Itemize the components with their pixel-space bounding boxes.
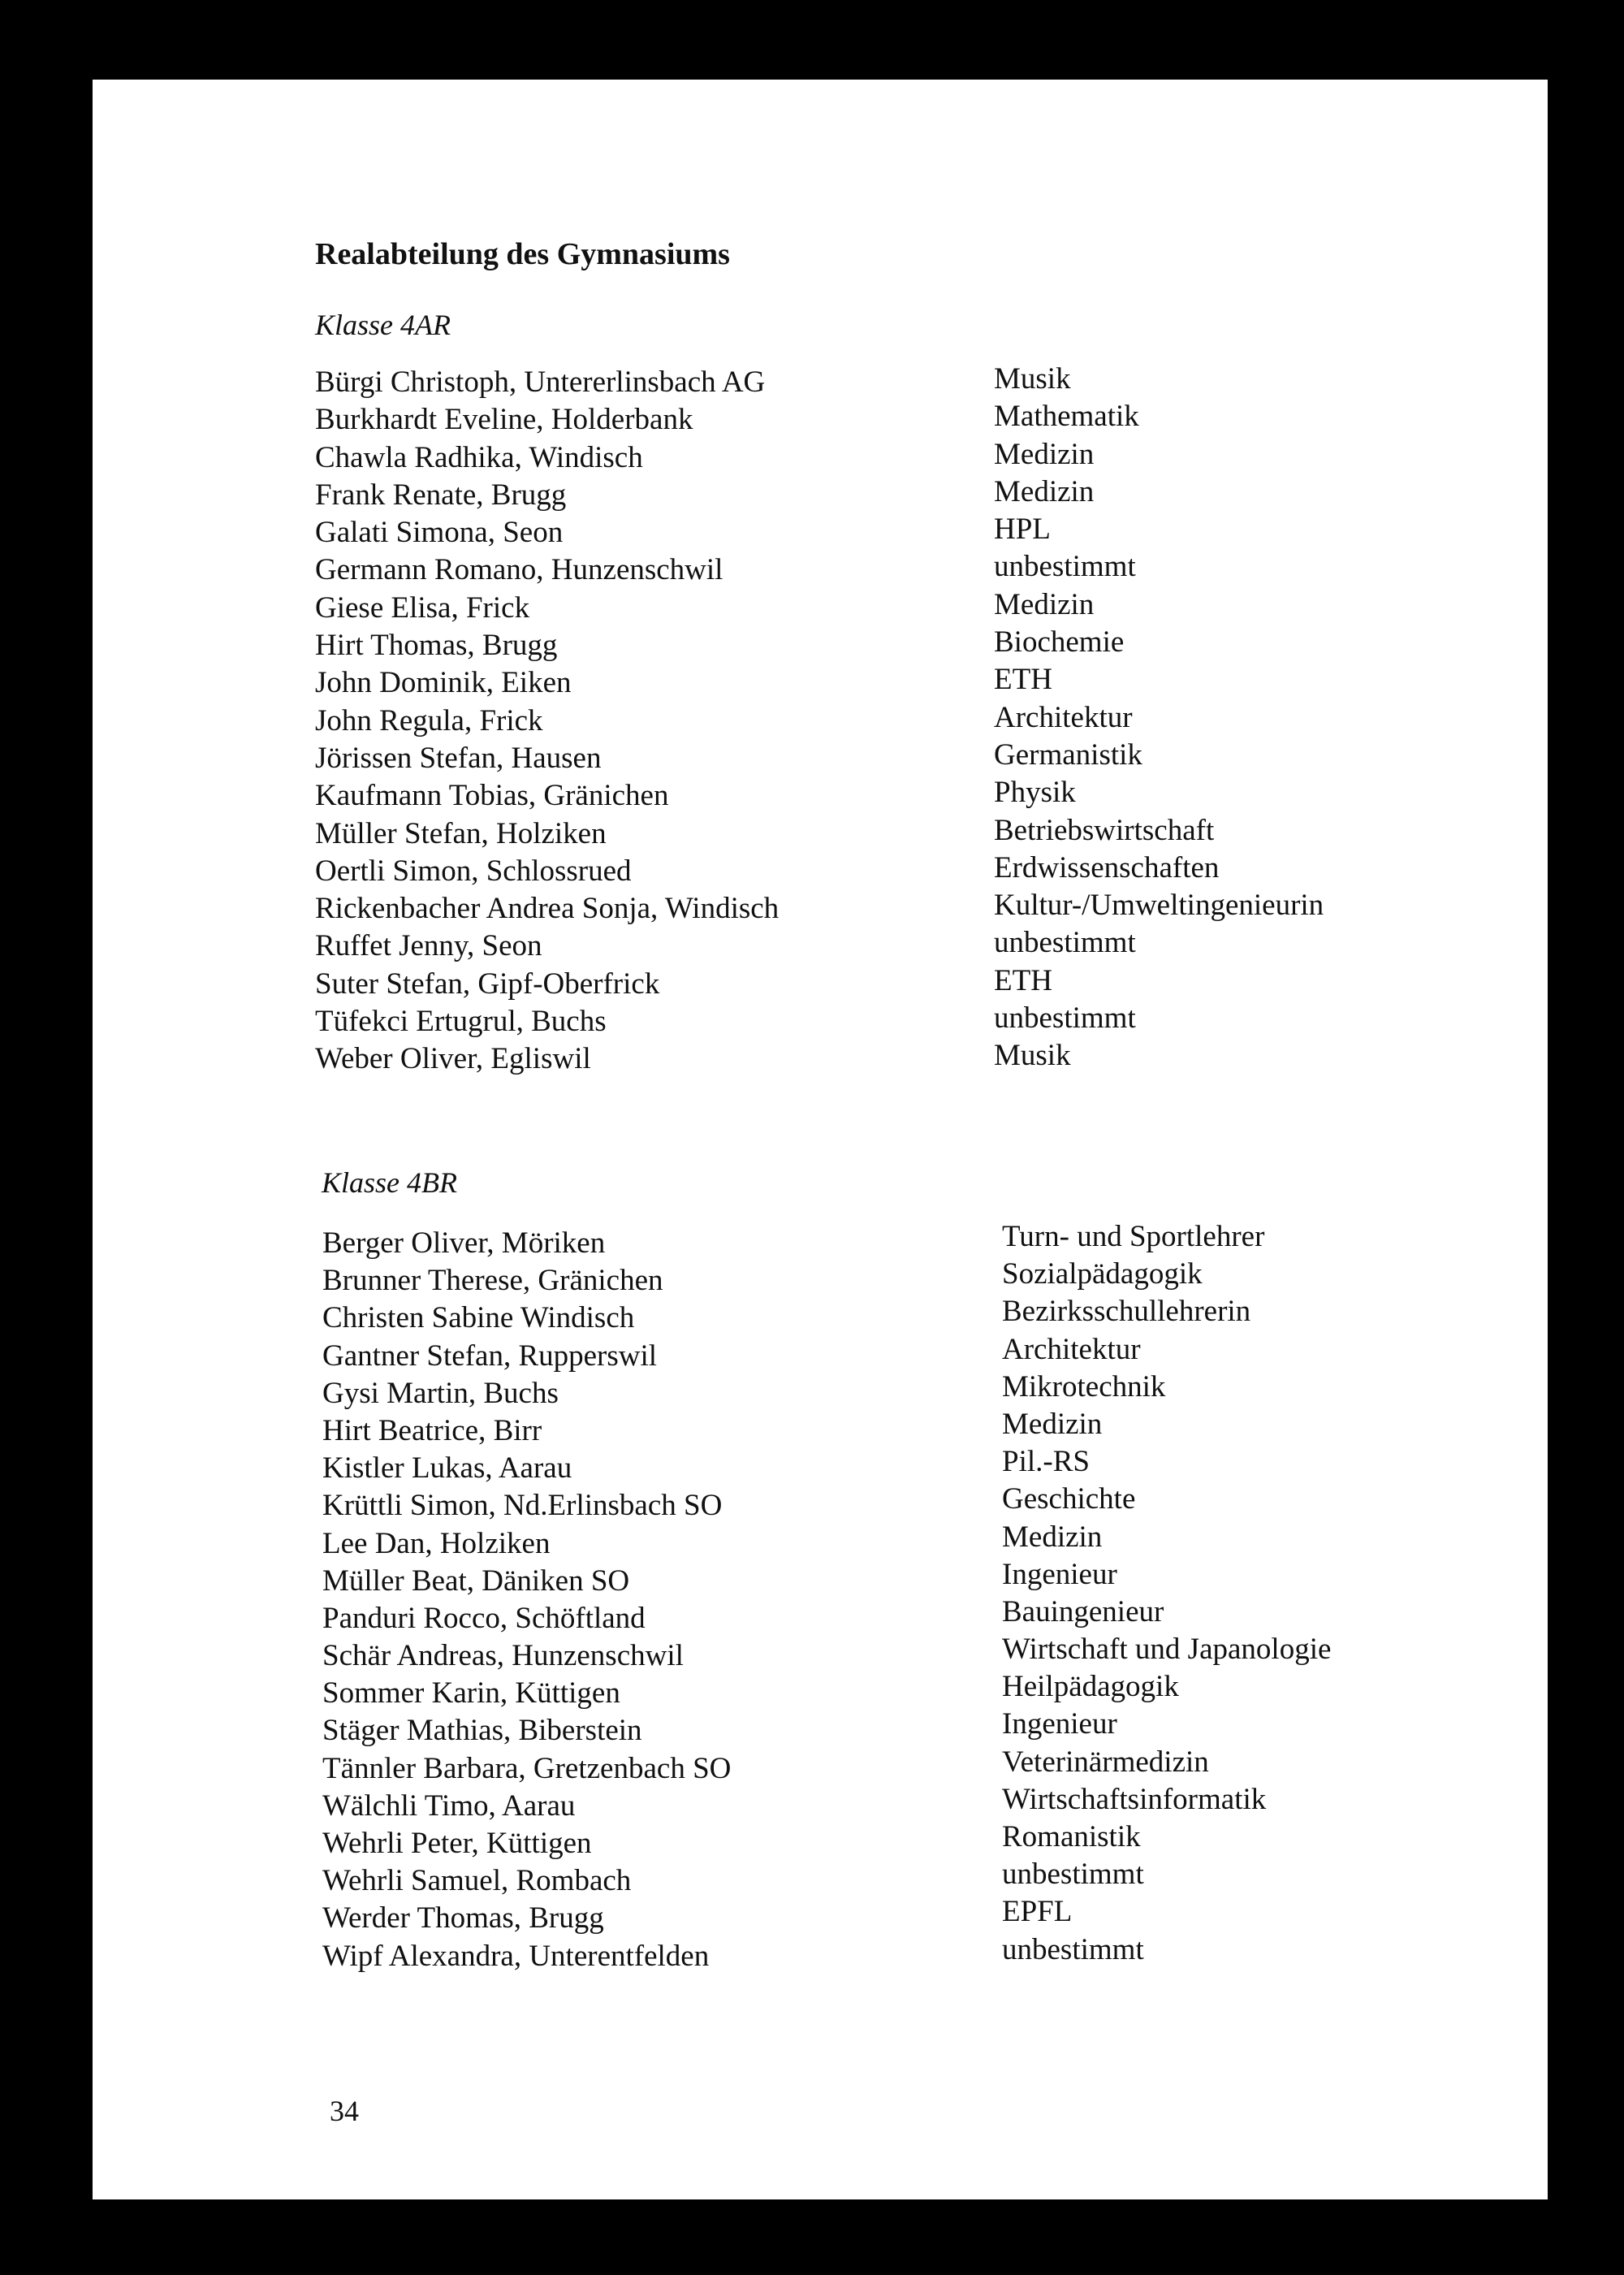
student-name: Frank Renate, Brugg: [315, 478, 567, 512]
student-subject: Bauingenieur: [1002, 1594, 1164, 1628]
student-subject: Mikrotechnik: [1002, 1369, 1166, 1403]
student-name: Kaufmann Tobias, Gränichen: [315, 779, 669, 813]
student-name: Rickenbacher Andrea Sonja, Windisch: [315, 892, 780, 926]
student-subject: ETH: [994, 963, 1052, 997]
student-subject: HPL: [994, 513, 1051, 547]
student-subject: Veterinärmedizin: [1002, 1745, 1209, 1779]
student-name: Gysi Martin, Buchs: [322, 1376, 559, 1410]
student-subject: unbestimmt: [994, 550, 1136, 584]
student-name: Wehrli Peter, Küttigen: [322, 1827, 592, 1860]
student-name: Weber Oliver, Egliswil: [315, 1042, 591, 1076]
student-subject: Medizin: [994, 587, 1095, 621]
student-name: Berger Oliver, Möriken: [322, 1226, 606, 1260]
student-subject: Germanistik: [994, 737, 1142, 772]
class-4ar-heading: Klasse 4AR: [315, 309, 451, 341]
student-name: Stäger Mathias, Biberstein: [322, 1714, 642, 1748]
class-4br-heading: Klasse 4BR: [322, 1166, 457, 1199]
student-name: Hirt Beatrice, Birr: [322, 1413, 542, 1447]
student-name: Wälchli Timo, Aarau: [322, 1788, 576, 1823]
student-name: Ruffet Jenny, Seon: [315, 929, 542, 963]
student-subject: Physik: [994, 776, 1076, 810]
student-subject: Geschichte: [1002, 1482, 1136, 1516]
student-subject: Medizin: [994, 437, 1095, 471]
student-name: Burkhardt Eveline, Holderbank: [315, 403, 693, 437]
student-subject: Medizin: [994, 474, 1095, 508]
student-subject: EPFL: [1002, 1895, 1073, 1929]
page-title: Realabteilung des Gymnasiums: [315, 237, 730, 271]
student-name: Panduri Rocco, Schöftland: [322, 1601, 646, 1635]
student-subject: Bezirksschullehrerin: [1002, 1295, 1251, 1329]
student-name: Giese Elisa, Frick: [315, 590, 530, 625]
student-subject: Turn- und Sportlehrer: [1002, 1220, 1265, 1253]
student-subject: Pil.-RS: [1002, 1445, 1090, 1479]
student-subject: Architektur: [994, 700, 1133, 734]
student-name: Müller Beat, Däniken SO: [322, 1564, 630, 1598]
document-page: [93, 80, 1548, 2199]
student-subject: Musik: [994, 362, 1071, 396]
student-name: Chawla Radhika, Windisch: [315, 440, 643, 474]
student-name: Wehrli Samuel, Rombach: [322, 1864, 632, 1898]
student-name: Brunner Therese, Gränichen: [322, 1264, 663, 1298]
student-subject: Mathematik: [994, 400, 1139, 434]
student-subject: Medizin: [1002, 1520, 1103, 1554]
student-subject: Medizin: [1002, 1407, 1103, 1441]
student-name: Germann Romano, Hunzenschwil: [315, 553, 723, 587]
student-name: John Regula, Frick: [315, 703, 543, 737]
student-name: Oertli Simon, Schlossrued: [315, 854, 632, 888]
student-subject: ETH: [994, 663, 1052, 697]
student-name: Lee Dan, Holziken: [322, 1526, 551, 1560]
student-subject: Heilpädagogik: [1002, 1670, 1179, 1704]
student-subject: Erdwissenschaften: [994, 850, 1220, 884]
student-name: Galati Simona, Seon: [315, 516, 564, 550]
student-subject: Romanistik: [1002, 1820, 1141, 1853]
page-number: 34: [330, 2095, 359, 2127]
student-name: Wipf Alexandra, Unterentfelden: [322, 1939, 710, 1973]
student-name: Jörissen Stefan, Hausen: [315, 741, 602, 775]
student-name: Tüfekci Ertugrul, Buchs: [315, 1005, 607, 1039]
student-subject: Musik: [994, 1039, 1071, 1073]
student-name: Schär Andreas, Hunzenschwil: [322, 1639, 684, 1673]
student-name: Christen Sabine Windisch: [322, 1301, 635, 1335]
student-subject: Betriebswirtschaft: [994, 813, 1215, 847]
student-subject: Architektur: [1002, 1332, 1141, 1366]
student-subject: unbestimmt: [994, 926, 1136, 960]
student-subject: Biochemie: [994, 625, 1125, 660]
student-name: Gantner Stefan, Rupperswil: [322, 1339, 658, 1373]
student-subject: Ingenieur: [1002, 1557, 1117, 1591]
student-name: Werder Thomas, Brugg: [322, 1901, 604, 1935]
student-subject: Kultur-/Umweltingenieurin: [994, 889, 1324, 923]
student-subject: unbestimmt: [1002, 1858, 1144, 1892]
student-name: Sommer Karin, Küttigen: [322, 1676, 620, 1711]
student-subject: unbestimmt: [994, 1001, 1136, 1036]
student-name: Bürgi Christoph, Untererlinsbach AG: [315, 365, 766, 399]
student-name: Suter Stefan, Gipf-Oberfrick: [315, 967, 660, 1001]
student-name: Krüttli Simon, Nd.Erlinsbach SO: [322, 1489, 723, 1523]
student-subject: Sozialpädagogik: [1002, 1257, 1203, 1291]
student-name: Hirt Thomas, Brugg: [315, 629, 558, 663]
student-name: John Dominik, Eiken: [315, 666, 572, 700]
student-subject: unbestimmt: [1002, 1932, 1144, 1966]
student-name: Müller Stefan, Holziken: [315, 816, 607, 850]
student-subject: Wirtschaft und Japanologie: [1002, 1633, 1332, 1667]
student-subject: Ingenieur: [1002, 1707, 1117, 1741]
student-subject: Wirtschaftsinformatik: [1002, 1782, 1267, 1816]
student-name: Kistler Lukas, Aarau: [322, 1451, 572, 1486]
student-name: Tännler Barbara, Gretzenbach SO: [322, 1751, 732, 1785]
